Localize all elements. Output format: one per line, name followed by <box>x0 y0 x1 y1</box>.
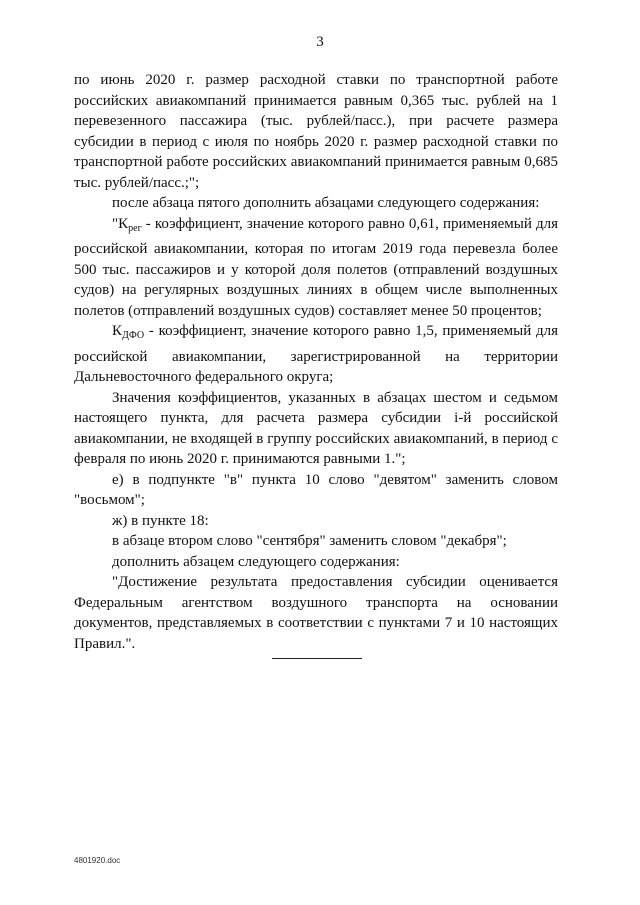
k-reg-symbol: "К <box>112 215 129 232</box>
end-divider <box>272 658 362 659</box>
paragraph-5: Значения коэффициентов, указанных в абзацах шестом и седьмом настоящего пункта, для расчета размера субсидии i-й российской авиакомпании, не входящей в группу российских авиакомпаний, в период с февраля по июнь 2020 г. принимаются равными 1."; <box>74 389 558 467</box>
k-dfo-subscript: ДФО <box>122 330 145 341</box>
paragraph-10: "Достижение результата предоставления субсидии оценивается Федеральным агентством воздушного транспорта на основании документов, представляемых в соответствии с пунктами 7 и 10 настоящих Правил.". <box>74 574 558 652</box>
paragraph-3-text: - коэффициент, значение которого равно 0,61, применяемый для российской авиакомпании, которая по итогам 2019 года перевезла более 500 тыс. пассажиров и у которой доля полетов (отправлений воздушных судов) на регулярных воздушных линиях в общем числе выполненных полетов (отправлений воздушных судов) составляет менее 50 процентов; <box>74 215 558 319</box>
paragraph-2: после абзаца пятого дополнить абзацами следующего содержания: <box>112 195 540 211</box>
k-dfo-symbol: К <box>112 323 123 339</box>
document-body <box>74 70 558 654</box>
paragraph-1: по июнь 2020 г. размер расходной ставки по транспортной работе российских авиакомпаний принимается равным 0,365 тыс. рублей на 1 перевезенного пассажира (тыс. рублей/пасс.), при расчете размера субсидии в период с июля по ноябрь 2020 г. размер расходной ставки по транспортной работе российских авиакомпаний принимается равным 0,685 тыс. рублей/пасс.;"; <box>74 72 558 191</box>
page-number: 3 <box>316 34 324 50</box>
paragraph-6: е) в подпункте "в" пункта 10 слово "девятом" заменить словом "восьмом"; <box>74 471 558 508</box>
paragraph-7: ж) в пункте 18: <box>112 512 209 529</box>
paragraph-4 <box>74 321 558 388</box>
document-id: 4801920.doc <box>74 856 121 865</box>
paragraph-9: дополнить абзацем следующего содержания: <box>112 553 400 570</box>
paragraph-3 <box>74 214 558 322</box>
paragraph-8: в абзаце втором слово "сентября" заменить словом "декабря"; <box>112 533 507 549</box>
paragraph-4-text: - коэффициент, значение которого равно 1,5, применяемый для российской авиакомпании, зарегистрированной на территории Дальневосточного федерального округа; <box>74 323 558 385</box>
k-reg-subscript: рег <box>128 222 142 234</box>
